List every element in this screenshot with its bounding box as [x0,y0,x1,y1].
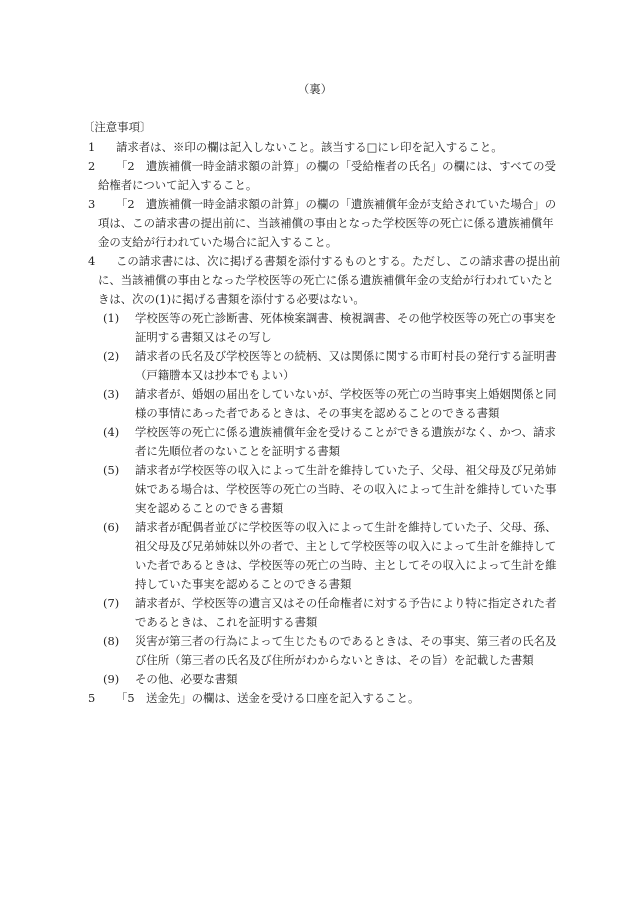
sub-number: (5) [103,463,120,477]
sub-text: 学校医等の死亡に係る遺族補償年金を受けることができる遺族がなく、かつ、請求者に先順位者のないことを証明する書類 [135,425,556,458]
sub-item-6 [103,518,563,594]
sub-text: 請求者が、婚姻の届出をしていないが、学校医等の死亡の当時事実上婚姻関係と同様の事情にあった者であるときは、その事実を認めることのできる書類 [135,387,557,420]
sub-number: (2) [103,349,120,363]
note-item-4 [88,252,563,309]
note-number: 3 [88,197,96,211]
note-number: 1 [88,140,96,154]
note-text: 「2 遺族補償一時金請求額の計算」の欄の「遺族補償年金が支給されていた場合」の項は、この請求書の提出前に、当該補償の事由となった学校医等の死亡に係る遺族補償年金の支給が行われていた場合に記入すること。 [98,197,557,249]
sub-text: 請求者が、学校医等の遺言又はその任命権者に対する予告により特に指定された者であるときは、これを証明する書類 [135,596,557,629]
sub-number: (3) [103,387,120,401]
note-text: 請求者は、※印の欄は記入しないこと。該当する□にレ印を記入すること。 [116,140,503,154]
sub-item-4 [103,423,563,461]
note-text: 「2 遺族補償一時金請求額の計算」の欄の「受給権者の氏名」の欄には、すべての受給権者について記入すること。 [98,159,556,192]
sub-text: 請求者が配偶者並びに学校医等の収入によって生計を維持していた子、父母、孫、祖父母及び兄弟姉妹以外の者で、主として学校医等の収入によって生計を維持していた者であるときは、学校医等の死亡の当時、主としてその収入によって生計を維持していた事実を認めることのできる書類 [135,520,557,591]
sub-item-8 [103,632,563,670]
note-item-3 [88,195,563,252]
sub-item-5 [103,461,563,518]
section-label-notes: 〔注意事項〕 [83,120,152,134]
sub-number: (7) [103,596,120,610]
note-number: 5 [88,691,96,705]
sub-number: (6) [103,520,120,534]
sub-number: (8) [103,634,120,648]
sub-item-1 [103,309,563,347]
sub-number: (1) [103,311,120,325]
sub-text: その他、必要な書類 [135,672,238,686]
note-number: 4 [88,254,96,268]
note-item-5 [88,689,563,708]
sub-item-9 [103,670,563,689]
sub-item-7 [103,594,563,632]
notes-list [88,138,563,708]
note-text: 「5 送金先」の欄は、送金を受ける口座を記入すること。 [116,691,420,705]
sub-number: (4) [103,425,120,439]
note-text: この請求書には、次に掲げる書類を添付するものとする。ただし、この請求書の提出前に、当該補償の事由となった学校医等の死亡に係る遺族補償年金の支給が行われていたときは、次の(1)に掲げる書類を添付する必要はない。 [98,254,561,306]
note-item-2 [88,157,563,195]
sub-item-2 [103,347,563,385]
note-number: 2 [88,159,96,173]
sub-text: 請求者の氏名及び学校医等との続柄、又は関係に関する市町村長の発行する証明書（戸籍謄本又は抄本でもよい） [135,349,557,382]
sub-text: 請求者が学校医等の収入によって生計を維持していた子、父母、祖父母及び兄弟姉妹である場合は、学校医等の死亡の当時、その収入によって生計を維持していた事実を認めることのできる書類 [135,463,557,515]
note-item-1 [88,138,563,157]
sub-number: (9) [103,672,120,686]
page-heading: （裏） [297,82,333,96]
sub-item-3 [103,385,563,423]
sub-text: 災害が第三者の行為によって生じたものであるときは、その事実、第三者の氏名及び住所（第三者の氏名及び住所がわからないときは、その旨）を記載した書類 [135,634,557,667]
sub-text: 学校医等の死亡診断書、死体検案調書、検視調書、その他学校医等の死亡の事実を証明する書類又はその写し [135,311,557,344]
